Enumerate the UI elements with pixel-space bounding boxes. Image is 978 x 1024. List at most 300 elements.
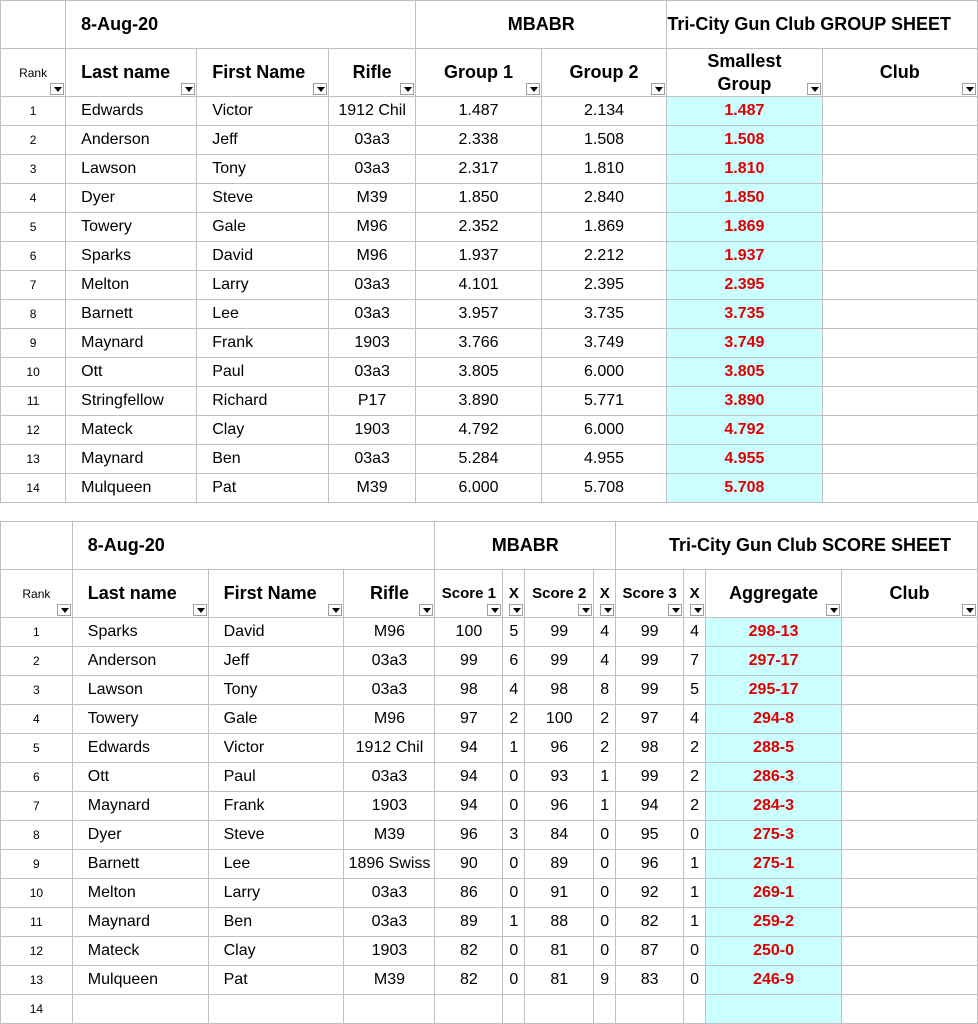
first-name-cell[interactable]: Frank	[197, 329, 329, 358]
last-name-cell[interactable]: Stringfellow	[66, 387, 197, 416]
last-name-header[interactable]	[72, 570, 208, 618]
last-name-cell[interactable]: Ott	[72, 763, 208, 792]
x2-cell[interactable]: 4	[594, 618, 616, 647]
score3-cell[interactable]: 99	[616, 676, 684, 705]
rifle-cell[interactable]: 03a3	[328, 445, 415, 474]
x2-cell[interactable]: 2	[594, 705, 616, 734]
score1-cell[interactable]	[435, 995, 503, 1024]
group2-cell[interactable]: 3.749	[541, 329, 666, 358]
rifle-cell[interactable]: M96	[344, 618, 435, 647]
x1-header[interactable]	[503, 570, 525, 618]
rifle-cell[interactable]: 03a3	[344, 879, 435, 908]
score2-header[interactable]	[525, 570, 594, 618]
group1-cell[interactable]: 3.805	[416, 358, 541, 387]
group1-cell[interactable]: 1.937	[416, 242, 541, 271]
last-name-cell[interactable]: Towery	[66, 213, 197, 242]
score2-cell[interactable]: 99	[525, 647, 594, 676]
x3-cell[interactable]: 1	[684, 908, 706, 937]
rank-cell[interactable]: 8	[1, 821, 73, 850]
group1-cell[interactable]: 1.487	[416, 97, 541, 126]
group2-cell[interactable]: 6.000	[541, 358, 666, 387]
x1-cell[interactable]: 0	[503, 792, 525, 821]
score2-cell[interactable]: 100	[525, 705, 594, 734]
filter-dropdown-icon[interactable]	[487, 604, 501, 616]
x2-cell[interactable]	[594, 995, 616, 1024]
smallest-group-cell[interactable]: 3.890	[667, 387, 822, 416]
rank-cell[interactable]: 1	[1, 618, 73, 647]
group2-cell[interactable]: 6.000	[541, 416, 666, 445]
rank-cell[interactable]: 9	[1, 329, 66, 358]
last-name-cell[interactable]: Anderson	[72, 647, 208, 676]
rank-cell[interactable]: 10	[1, 358, 66, 387]
club-cell[interactable]	[842, 937, 978, 966]
club-cell[interactable]	[822, 445, 977, 474]
smallest-group-cell[interactable]: 4.955	[667, 445, 822, 474]
group2-cell[interactable]: 2.134	[541, 97, 666, 126]
score1-cell[interactable]: 96	[435, 821, 503, 850]
score1-cell[interactable]: 94	[435, 763, 503, 792]
rifle-cell[interactable]: 03a3	[328, 271, 415, 300]
smallest-group-header[interactable]	[667, 49, 822, 97]
club-cell[interactable]	[842, 705, 978, 734]
x2-cell[interactable]: 0	[594, 937, 616, 966]
x1-cell[interactable]: 0	[503, 966, 525, 995]
aggregate-cell[interactable]: 284-3	[706, 792, 842, 821]
club-cell[interactable]	[842, 792, 978, 821]
group1-cell[interactable]: 5.284	[416, 445, 541, 474]
club-cell[interactable]	[822, 416, 977, 445]
filter-dropdown-icon[interactable]	[690, 604, 704, 616]
rifle-cell[interactable]: M39	[328, 184, 415, 213]
x3-header[interactable]	[684, 570, 706, 618]
club-cell[interactable]	[822, 155, 977, 184]
group2-cell[interactable]: 1.810	[541, 155, 666, 184]
x3-cell[interactable]: 4	[684, 705, 706, 734]
club-cell[interactable]	[842, 676, 978, 705]
sheet-date[interactable]: 8-Aug-20	[66, 1, 416, 49]
last-name-cell[interactable]: Barnett	[66, 300, 197, 329]
score1-cell[interactable]: 94	[435, 792, 503, 821]
rifle-cell[interactable]: 1903	[328, 416, 415, 445]
last-name-cell[interactable]: Melton	[72, 879, 208, 908]
club-cell[interactable]	[842, 734, 978, 763]
score3-cell[interactable]: 96	[616, 850, 684, 879]
x3-cell[interactable]: 5	[684, 676, 706, 705]
x1-cell[interactable]: 0	[503, 937, 525, 966]
filter-dropdown-icon[interactable]	[181, 83, 195, 95]
club-header[interactable]	[842, 570, 978, 618]
filter-dropdown-icon[interactable]	[419, 604, 433, 616]
aggregate-cell[interactable]: 259-2	[706, 908, 842, 937]
first-name-cell[interactable]	[208, 995, 344, 1024]
filter-dropdown-icon[interactable]	[651, 83, 665, 95]
x3-cell[interactable]: 0	[684, 966, 706, 995]
score2-cell[interactable]: 98	[525, 676, 594, 705]
first-name-cell[interactable]: Paul	[208, 763, 344, 792]
score3-header[interactable]	[616, 570, 684, 618]
x1-cell[interactable]: 6	[503, 647, 525, 676]
score1-cell[interactable]: 99	[435, 647, 503, 676]
score1-cell[interactable]: 82	[435, 937, 503, 966]
aggregate-cell[interactable]: 246-9	[706, 966, 842, 995]
club-cell[interactable]	[822, 474, 977, 503]
score3-cell[interactable]: 83	[616, 966, 684, 995]
x1-cell[interactable]: 5	[503, 618, 525, 647]
aggregate-cell[interactable]: 269-1	[706, 879, 842, 908]
club-cell[interactable]	[842, 908, 978, 937]
rifle-cell[interactable]: 03a3	[344, 676, 435, 705]
x3-cell[interactable]: 0	[684, 821, 706, 850]
filter-dropdown-icon[interactable]	[328, 604, 342, 616]
group1-cell[interactable]: 4.792	[416, 416, 541, 445]
first-name-cell[interactable]: Steve	[208, 821, 344, 850]
score3-cell[interactable]: 99	[616, 763, 684, 792]
score2-cell[interactable]: 84	[525, 821, 594, 850]
rifle-cell[interactable]: 1912 Chil	[328, 97, 415, 126]
filter-dropdown-icon[interactable]	[193, 604, 207, 616]
first-name-header[interactable]	[197, 49, 329, 97]
last-name-cell[interactable]: Maynard	[72, 908, 208, 937]
last-name-cell[interactable]: Sparks	[72, 618, 208, 647]
group2-cell[interactable]: 5.708	[541, 474, 666, 503]
aggregate-cell[interactable]: 250-0	[706, 937, 842, 966]
smallest-group-cell[interactable]: 1.810	[667, 155, 822, 184]
first-name-cell[interactable]: Clay	[197, 416, 329, 445]
last-name-cell[interactable]: Sparks	[66, 242, 197, 271]
score1-cell[interactable]: 100	[435, 618, 503, 647]
first-name-cell[interactable]: Larry	[197, 271, 329, 300]
club-cell[interactable]	[822, 184, 977, 213]
rank-cell[interactable]: 3	[1, 155, 66, 184]
rank-cell[interactable]: 11	[1, 387, 66, 416]
rank-cell[interactable]: 1	[1, 97, 66, 126]
rifle-cell[interactable]: 1896 Swiss	[344, 850, 435, 879]
filter-dropdown-icon[interactable]	[600, 604, 614, 616]
x2-cell[interactable]: 0	[594, 879, 616, 908]
filter-dropdown-icon[interactable]	[578, 604, 592, 616]
first-name-cell[interactable]: Lee	[208, 850, 344, 879]
filter-dropdown-icon[interactable]	[962, 604, 976, 616]
rank-cell[interactable]: 5	[1, 213, 66, 242]
x2-cell[interactable]: 2	[594, 734, 616, 763]
filter-dropdown-icon[interactable]	[313, 83, 327, 95]
x3-cell[interactable]: 2	[684, 792, 706, 821]
club-cell[interactable]	[842, 995, 978, 1024]
last-name-cell[interactable]: Maynard	[72, 792, 208, 821]
score3-cell[interactable]: 95	[616, 821, 684, 850]
first-name-cell[interactable]: Paul	[197, 358, 329, 387]
first-name-header[interactable]	[208, 570, 344, 618]
score1-header[interactable]	[435, 570, 503, 618]
rifle-cell[interactable]: 03a3	[328, 300, 415, 329]
rifle-header[interactable]	[328, 49, 415, 97]
x2-cell[interactable]: 4	[594, 647, 616, 676]
club-cell[interactable]	[842, 850, 978, 879]
rank-cell[interactable]: 7	[1, 792, 73, 821]
aggregate-cell[interactable]: 298-13	[706, 618, 842, 647]
club-header[interactable]	[822, 49, 977, 97]
club-cell[interactable]	[822, 387, 977, 416]
smallest-group-cell[interactable]: 3.735	[667, 300, 822, 329]
first-name-cell[interactable]: Larry	[208, 879, 344, 908]
score2-cell[interactable]	[525, 995, 594, 1024]
club-cell[interactable]	[822, 358, 977, 387]
aggregate-cell[interactable]: 294-8	[706, 705, 842, 734]
score1-cell[interactable]: 82	[435, 966, 503, 995]
rank-header[interactable]	[1, 570, 73, 618]
x2-cell[interactable]: 9	[594, 966, 616, 995]
smallest-group-cell[interactable]: 2.395	[667, 271, 822, 300]
rank-cell[interactable]: 6	[1, 763, 73, 792]
sheet-title[interactable]: Tri-City Gun Club SCORE SHEET	[616, 522, 978, 570]
last-name-cell[interactable]: Anderson	[66, 126, 197, 155]
rank-cell[interactable]: 12	[1, 937, 73, 966]
rifle-cell[interactable]: M96	[328, 242, 415, 271]
x3-cell[interactable]: 2	[684, 734, 706, 763]
smallest-group-cell[interactable]: 3.805	[667, 358, 822, 387]
first-name-cell[interactable]: Victor	[208, 734, 344, 763]
rank-cell[interactable]: 14	[1, 995, 73, 1024]
club-cell[interactable]	[842, 821, 978, 850]
x2-cell[interactable]: 1	[594, 763, 616, 792]
first-name-cell[interactable]: Pat	[197, 474, 329, 503]
rifle-cell[interactable]: 03a3	[328, 358, 415, 387]
rifle-cell[interactable]: 1903	[344, 937, 435, 966]
x1-cell[interactable]: 1	[503, 908, 525, 937]
group2-cell[interactable]: 2.395	[541, 271, 666, 300]
rifle-cell[interactable]	[344, 995, 435, 1024]
smallest-group-cell[interactable]: 1.869	[667, 213, 822, 242]
score3-cell[interactable]: 99	[616, 647, 684, 676]
rank-cell[interactable]: 9	[1, 850, 73, 879]
x2-cell[interactable]: 0	[594, 908, 616, 937]
x1-cell[interactable]: 2	[503, 705, 525, 734]
x3-cell[interactable]: 7	[684, 647, 706, 676]
club-cell[interactable]	[822, 329, 977, 358]
rank-cell[interactable]: 13	[1, 445, 66, 474]
score3-cell[interactable]: 98	[616, 734, 684, 763]
first-name-cell[interactable]: David	[208, 618, 344, 647]
first-name-cell[interactable]: Tony	[208, 676, 344, 705]
rifle-cell[interactable]: 1912 Chil	[344, 734, 435, 763]
first-name-cell[interactable]: David	[197, 242, 329, 271]
group1-cell[interactable]: 2.338	[416, 126, 541, 155]
first-name-cell[interactable]: Pat	[208, 966, 344, 995]
first-name-cell[interactable]: Tony	[197, 155, 329, 184]
first-name-cell[interactable]: Ben	[208, 908, 344, 937]
group2-cell[interactable]: 5.771	[541, 387, 666, 416]
x2-cell[interactable]: 0	[594, 821, 616, 850]
x3-cell[interactable]: 1	[684, 850, 706, 879]
club-cell[interactable]	[822, 271, 977, 300]
group2-cell[interactable]: 3.735	[541, 300, 666, 329]
rifle-cell[interactable]: M39	[328, 474, 415, 503]
rifle-cell[interactable]: 03a3	[344, 908, 435, 937]
score2-cell[interactable]: 89	[525, 850, 594, 879]
score2-cell[interactable]: 91	[525, 879, 594, 908]
x1-cell[interactable]: 1	[503, 734, 525, 763]
first-name-cell[interactable]: Gale	[208, 705, 344, 734]
rank-cell[interactable]: 5	[1, 734, 73, 763]
smallest-group-cell[interactable]: 1.850	[667, 184, 822, 213]
last-name-cell[interactable]: Dyer	[72, 821, 208, 850]
x3-cell[interactable]: 1	[684, 879, 706, 908]
last-name-cell[interactable]	[72, 995, 208, 1024]
x1-cell[interactable]: 4	[503, 676, 525, 705]
rank-cell[interactable]: 6	[1, 242, 66, 271]
score1-cell[interactable]: 97	[435, 705, 503, 734]
score1-cell[interactable]: 94	[435, 734, 503, 763]
club-cell[interactable]	[822, 242, 977, 271]
group1-cell[interactable]: 1.850	[416, 184, 541, 213]
last-name-cell[interactable]: Mulqueen	[72, 966, 208, 995]
x1-cell[interactable]: 0	[503, 879, 525, 908]
last-name-cell[interactable]: Maynard	[66, 329, 197, 358]
club-cell[interactable]	[842, 763, 978, 792]
group1-cell[interactable]: 4.101	[416, 271, 541, 300]
x3-cell[interactable]: 2	[684, 763, 706, 792]
rifle-cell[interactable]: P17	[328, 387, 415, 416]
last-name-cell[interactable]: Ott	[66, 358, 197, 387]
score1-cell[interactable]: 86	[435, 879, 503, 908]
sheet-title[interactable]: Tri-City Gun Club GROUP SHEET	[667, 1, 978, 49]
last-name-cell[interactable]: Lawson	[66, 155, 197, 184]
rank-cell[interactable]: 8	[1, 300, 66, 329]
x2-cell[interactable]: 8	[594, 676, 616, 705]
rank-cell[interactable]: 14	[1, 474, 66, 503]
aggregate-cell[interactable]: 275-1	[706, 850, 842, 879]
first-name-cell[interactable]: Gale	[197, 213, 329, 242]
score2-cell[interactable]: 96	[525, 734, 594, 763]
match-name[interactable]: MBABR	[416, 1, 667, 49]
score3-cell[interactable]: 97	[616, 705, 684, 734]
aggregate-cell[interactable]: 295-17	[706, 676, 842, 705]
score2-cell[interactable]: 99	[525, 618, 594, 647]
rifle-cell[interactable]: 03a3	[344, 647, 435, 676]
last-name-header[interactable]	[66, 49, 197, 97]
x2-cell[interactable]: 1	[594, 792, 616, 821]
first-name-cell[interactable]: Ben	[197, 445, 329, 474]
score2-cell[interactable]: 93	[525, 763, 594, 792]
smallest-group-cell[interactable]: 5.708	[667, 474, 822, 503]
rifle-cell[interactable]: M39	[344, 821, 435, 850]
rank-cell[interactable]: 12	[1, 416, 66, 445]
filter-dropdown-icon[interactable]	[962, 83, 976, 95]
smallest-group-cell[interactable]: 4.792	[667, 416, 822, 445]
first-name-cell[interactable]: Lee	[197, 300, 329, 329]
rank-cell[interactable]: 2	[1, 647, 73, 676]
rifle-cell[interactable]: M96	[328, 213, 415, 242]
rank-cell[interactable]: 3	[1, 676, 73, 705]
first-name-cell[interactable]: Steve	[197, 184, 329, 213]
filter-dropdown-icon[interactable]	[57, 604, 71, 616]
first-name-cell[interactable]: Richard	[197, 387, 329, 416]
score3-cell[interactable]: 94	[616, 792, 684, 821]
rank-cell[interactable]: 13	[1, 966, 73, 995]
x1-cell[interactable]: 0	[503, 850, 525, 879]
x1-cell[interactable]	[503, 995, 525, 1024]
smallest-group-cell[interactable]: 1.487	[667, 97, 822, 126]
first-name-cell[interactable]: Clay	[208, 937, 344, 966]
x2-cell[interactable]: 0	[594, 850, 616, 879]
group1-cell[interactable]: 2.317	[416, 155, 541, 184]
score1-cell[interactable]: 89	[435, 908, 503, 937]
filter-dropdown-icon[interactable]	[668, 604, 682, 616]
rank-cell[interactable]: 7	[1, 271, 66, 300]
aggregate-cell[interactable]	[706, 995, 842, 1024]
score3-cell[interactable]: 87	[616, 937, 684, 966]
group1-cell[interactable]: 3.890	[416, 387, 541, 416]
score1-cell[interactable]: 90	[435, 850, 503, 879]
smallest-group-cell[interactable]: 1.508	[667, 126, 822, 155]
filter-dropdown-icon[interactable]	[807, 83, 821, 95]
club-cell[interactable]	[842, 966, 978, 995]
rank-cell[interactable]: 2	[1, 126, 66, 155]
rank-cell[interactable]: 11	[1, 908, 73, 937]
last-name-cell[interactable]: Mateck	[72, 937, 208, 966]
rank-cell[interactable]: 4	[1, 184, 66, 213]
last-name-cell[interactable]: Maynard	[66, 445, 197, 474]
filter-dropdown-icon[interactable]	[50, 83, 64, 95]
last-name-cell[interactable]: Mateck	[66, 416, 197, 445]
first-name-cell[interactable]: Jeff	[197, 126, 329, 155]
filter-dropdown-icon[interactable]	[400, 83, 414, 95]
last-name-cell[interactable]: Edwards	[72, 734, 208, 763]
group2-cell[interactable]: 2.840	[541, 184, 666, 213]
score2-cell[interactable]: 96	[525, 792, 594, 821]
group1-cell[interactable]: 6.000	[416, 474, 541, 503]
last-name-cell[interactable]: Melton	[66, 271, 197, 300]
sheet-date[interactable]: 8-Aug-20	[72, 522, 435, 570]
x3-cell[interactable]: 4	[684, 618, 706, 647]
score3-cell[interactable]: 82	[616, 908, 684, 937]
score2-cell[interactable]: 88	[525, 908, 594, 937]
rank-header[interactable]	[1, 49, 66, 97]
filter-dropdown-icon[interactable]	[526, 83, 540, 95]
last-name-cell[interactable]: Dyer	[66, 184, 197, 213]
last-name-cell[interactable]: Mulqueen	[66, 474, 197, 503]
score1-cell[interactable]: 98	[435, 676, 503, 705]
group1-cell[interactable]: 2.352	[416, 213, 541, 242]
score2-cell[interactable]: 81	[525, 937, 594, 966]
group2-header[interactable]	[541, 49, 666, 97]
aggregate-cell[interactable]: 275-3	[706, 821, 842, 850]
rifle-cell[interactable]: M39	[344, 966, 435, 995]
group2-cell[interactable]: 1.869	[541, 213, 666, 242]
last-name-cell[interactable]: Towery	[72, 705, 208, 734]
rifle-cell[interactable]: 1903	[344, 792, 435, 821]
x1-cell[interactable]: 3	[503, 821, 525, 850]
score3-cell[interactable]	[616, 995, 684, 1024]
last-name-cell[interactable]: Edwards	[66, 97, 197, 126]
group2-cell[interactable]: 2.212	[541, 242, 666, 271]
smallest-group-cell[interactable]: 3.749	[667, 329, 822, 358]
filter-dropdown-icon[interactable]	[826, 604, 840, 616]
aggregate-cell[interactable]: 286-3	[706, 763, 842, 792]
club-cell[interactable]	[842, 879, 978, 908]
rifle-cell[interactable]: M96	[344, 705, 435, 734]
first-name-cell[interactable]: Victor	[197, 97, 329, 126]
x3-cell[interactable]: 0	[684, 937, 706, 966]
score3-cell[interactable]: 99	[616, 618, 684, 647]
x1-cell[interactable]: 0	[503, 763, 525, 792]
club-cell[interactable]	[842, 647, 978, 676]
group2-cell[interactable]: 1.508	[541, 126, 666, 155]
group1-cell[interactable]: 3.766	[416, 329, 541, 358]
score3-cell[interactable]: 92	[616, 879, 684, 908]
group1-header[interactable]	[416, 49, 541, 97]
club-cell[interactable]	[822, 300, 977, 329]
